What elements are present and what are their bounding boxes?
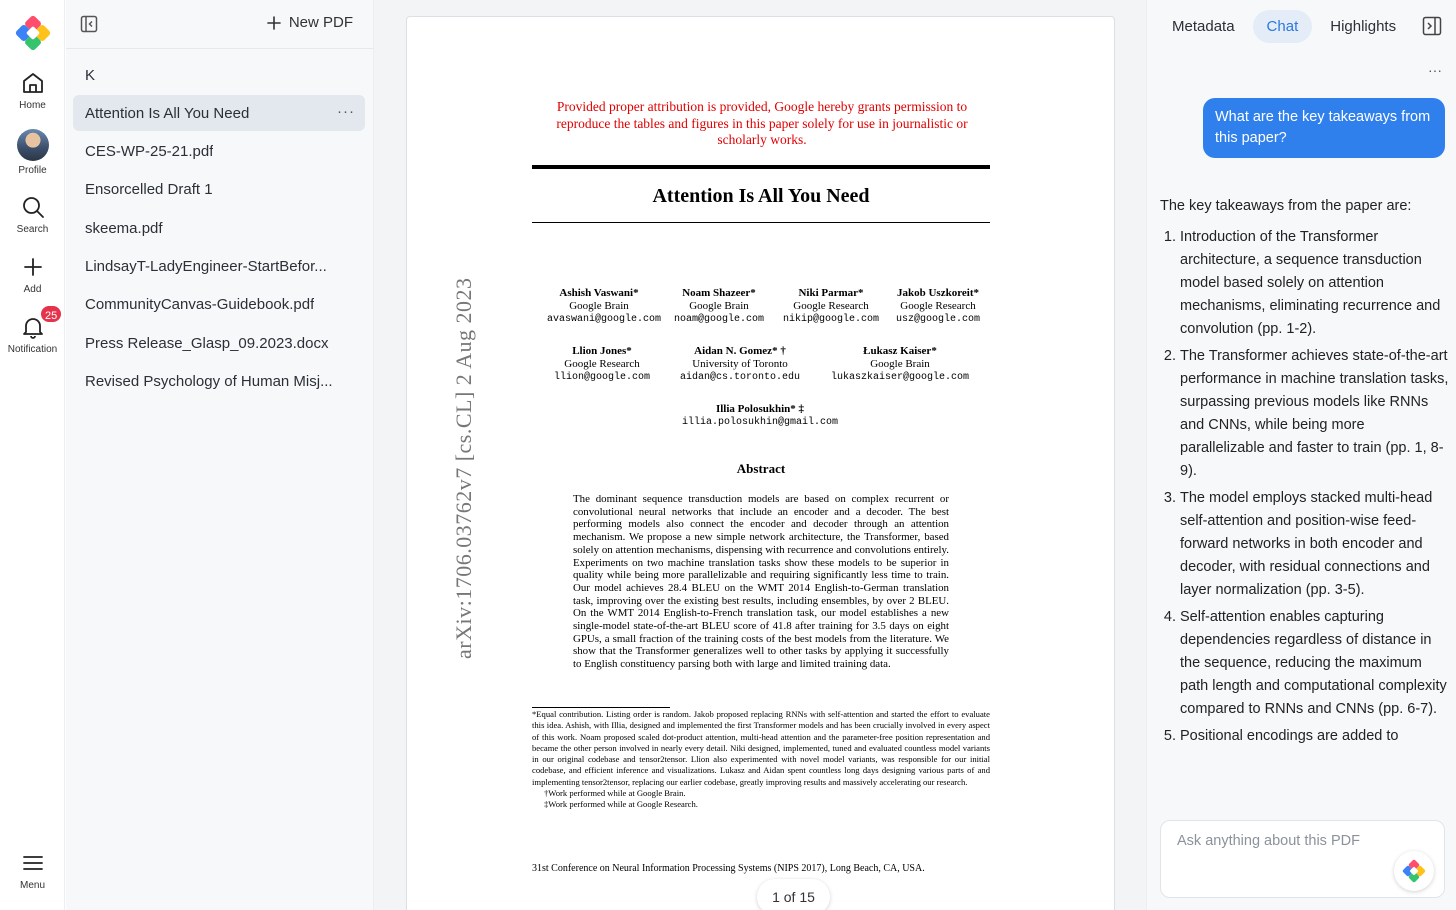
rail-menu-label: Menu: [19, 880, 45, 891]
author-email: noam@google.com: [673, 314, 764, 325]
new-pdf-button[interactable]: [267, 14, 353, 31]
answer-intro: The key takeaways from the paper are:: [1160, 198, 1412, 214]
author: [669, 287, 769, 326]
home-icon: [20, 70, 46, 96]
conference-note: 31st Conference on Neural Information Processing Systems (NIPS 2017), Long Beach, CA, USA.: [532, 863, 925, 874]
author-org: Google Brain: [569, 300, 629, 312]
permission-notice: Provided proper attribution is provided, Google hereby grants permission to reproduce the tables and figures in this paper solely for use in journalistic or scholarly works.: [556, 99, 968, 147]
app-logo[interactable]: [13, 13, 53, 53]
avatar: [17, 129, 49, 161]
file-item[interactable]: [73, 325, 365, 361]
file-panel-header: [66, 0, 373, 49]
author-name: Llion Jones*: [572, 345, 632, 357]
file-item[interactable]: [73, 172, 365, 208]
abstract-text: The dominant sequence transduction models are based on complex recurrent or convolutional neural networks that include an encoder and a decoder. The best performing models also connect the encoder and decoder through an attention mechanism. We propose a new simple network architecture, the Transformer, based solely on attention mechanisms, dispensing with recurrence and convolutions entirely. Experiments on two machine translation tasks show these models to be superior in quality while being more parallelizable and requiring significantly less time to train. Our model achieves 28.4 BLEU on the WMT 2014 English-to-German translation task, improving over the existing best results, including ensembles, by over 2 BLEU. On the WMT 2014 English-to-French translation task, our model establishes a new single-model state-of-the-art BLEU score of 41.8 after training for 3.5 days on eight GPUs, a small fraction of the training costs of the best models from the literature. We show that the Transformer generalizes well to other tasks by applying it successfully to English constituency parsing both with large and limited training data.: [573, 493, 949, 671]
send-button[interactable]: [1394, 851, 1434, 891]
rail-menu[interactable]: [0, 850, 65, 891]
pdf-page[interactable]: [406, 16, 1115, 910]
file-item-label: Press Release_Glasp_09.2023.docx: [85, 334, 329, 352]
author-org: Google Brain: [870, 358, 930, 370]
author: [547, 287, 662, 326]
footnotes: [532, 709, 990, 811]
file-item[interactable]: [73, 57, 365, 93]
author: [825, 345, 975, 384]
author-email: nikip@google.com: [782, 314, 879, 325]
rail-profile[interactable]: [0, 129, 65, 176]
rail-add-label: Add: [23, 284, 42, 295]
collapse-sidebar-icon[interactable]: [80, 15, 98, 33]
answer-item: 2. The Transformer achieves state-of-the-art performance in machine translation tasks, surpassing previous models like RNNs and CNNs, while being more parallelizable and faster to train (pp. 1, 8-9).: [1180, 345, 1450, 483]
file-item[interactable]: [73, 248, 365, 284]
rail-home[interactable]: [0, 70, 65, 111]
rail-search-label: Search: [16, 224, 49, 235]
tab-highlights[interactable]: Highlights: [1330, 17, 1397, 35]
file-item-label: CommunityCanvas-Guidebook.pdf: [85, 296, 315, 314]
file-item-label: Revised Psychology of Human Misj...: [85, 372, 333, 390]
author-name: Illia Polosukhin* ‡: [715, 403, 805, 415]
new-pdf-label: New PDF: [288, 14, 353, 31]
rail-profile-label: Profile: [18, 165, 47, 176]
plus-icon: [267, 16, 281, 30]
pdf-viewer[interactable]: [374, 0, 1146, 910]
author: [547, 345, 657, 384]
file-item[interactable]: [73, 134, 365, 170]
arxiv-stamp: arXiv:1706.03762v7 [cs.CL] 2 Aug 2023: [451, 277, 476, 659]
side-panel: [1146, 0, 1456, 910]
assistant-answer: [1160, 195, 1450, 815]
answer-item: 4. Self-attention enables capturing dependencies regardless of distance in the sequence, reducing the maximum path length and computational complexity compared to RNNs and CNNs (pp. 6-7).: [1180, 606, 1450, 721]
author: [777, 287, 885, 326]
hamburger-icon: [20, 850, 46, 876]
author-email: aidan@cs.toronto.edu: [679, 372, 801, 383]
answer-list: [1160, 226, 1450, 748]
author-email: illia.polosukhin@gmail.com: [681, 417, 839, 428]
author-name: Jakob Uszkoreit*: [897, 287, 979, 299]
file-item-label: K: [85, 66, 96, 84]
author: [677, 345, 803, 384]
nav-rail: [0, 0, 65, 910]
file-item-label: Ensorcelled Draft 1: [85, 181, 213, 199]
author-name: Aidan N. Gomez* †: [694, 345, 786, 357]
footnote-contribution: *Equal contribution. Listing order is random. Jakob proposed replacing RNNs with self-attention and started the effort to evaluate this idea. Ashish, with Illia, designed and implemented the first Transformer models and has been crucially involved in every aspect of this work. Noam proposed scaled dot-product attention, multi-head attention and the parameter-free position representation and became the other person involved in nearly every detail. Niki designed, implemented, tuned and evaluated countless model variants in our original codebase and tensor2tensor. Llion also experimented with novel model variants, was responsible for our initial codebase, and efficient inference and visualizations. Lukasz and Aidan spent countless long days designing various parts of and implementing tensor2tensor, replacing our earlier codebase, greatly improving results and massively accelerating our research.: [532, 709, 990, 787]
file-item[interactable]: [73, 363, 365, 399]
notification-badge: 25: [39, 304, 63, 324]
author-org: Google Research: [793, 300, 869, 312]
title-rule-top: [532, 165, 990, 169]
title-rule-bottom: [532, 222, 990, 223]
rail-notification-label: Notification: [7, 344, 58, 355]
rail-home-label: Home: [19, 100, 46, 111]
file-item-active[interactable]: [73, 95, 365, 131]
rail-add[interactable]: [0, 254, 65, 295]
footnote-research: ‡Work performed while at Google Research.: [544, 799, 698, 810]
author-org: Google Research: [564, 358, 640, 370]
file-list: [66, 49, 373, 399]
chat-more-icon[interactable]: ···: [1428, 62, 1442, 78]
ask-box[interactable]: [1160, 820, 1445, 898]
abstract-heading: Abstract: [736, 461, 786, 476]
more-options-icon[interactable]: ···: [337, 103, 355, 121]
tab-metadata[interactable]: Metadata: [1172, 17, 1235, 35]
author-org: University of Toronto: [692, 358, 788, 370]
file-item[interactable]: [73, 210, 365, 246]
author: [677, 403, 843, 429]
author-name: Ashish Vaswani*: [559, 287, 639, 299]
paper-title: Attention Is All You Need: [652, 185, 870, 207]
answer-fade: [1160, 791, 1450, 815]
author-name: Łukasz Kaiser*: [863, 345, 937, 357]
file-item-label: LindsayT-LadyEngineer-StartBefor...: [85, 257, 327, 275]
footnote-brain: †Work performed while at Google Brain.: [544, 788, 686, 799]
rail-notification[interactable]: [0, 310, 65, 355]
author: [889, 287, 987, 326]
answer-item: 1. Introduction of the Transformer architecture, a sequence transduction model based solely on attention mechanisms, eliminating recurrence and convolution (pp. 1-2).: [1180, 226, 1450, 341]
author-org: Google Brain: [689, 300, 749, 312]
side-tabs: [1147, 0, 1456, 52]
author-name: Noam Shazeer*: [682, 287, 756, 299]
file-item-label: skeema.pdf: [85, 219, 163, 237]
author-name: Niki Parmar*: [798, 287, 864, 299]
plus-icon: [20, 254, 46, 280]
ask-input[interactable]: [1177, 833, 1397, 849]
author-email: usz@google.com: [895, 314, 980, 325]
user-message: What are the key takeaways from this paper?: [1203, 98, 1445, 158]
author-org: Google Research: [900, 300, 976, 312]
file-panel: [66, 0, 374, 910]
tab-chat[interactable]: Chat: [1253, 10, 1313, 43]
file-item-label: Attention Is All You Need: [85, 104, 250, 122]
author-email: lukaszkaiser@google.com: [830, 372, 970, 383]
footnote-rule: [532, 707, 670, 708]
file-item[interactable]: [73, 287, 365, 323]
answer-item: 5. Positional encodings are added to: [1180, 725, 1450, 748]
collapse-panel-icon[interactable]: [1422, 16, 1442, 36]
answer-item: 3. The model employs stacked multi-head self-attention and position-wise feed-forward networks in both encoder and decoder, with residual connections and layer normalization (pp. 3-5).: [1180, 487, 1450, 602]
file-item-label: CES-WP-25-21.pdf: [85, 143, 214, 161]
app-logo-icon: [1401, 858, 1427, 884]
author-email: llion@google.com: [553, 372, 650, 383]
page-indicator[interactable]: 1 of 15: [757, 879, 830, 910]
search-icon: [20, 194, 46, 220]
rail-search[interactable]: [0, 194, 65, 235]
author-email: avaswani@google.com: [547, 314, 662, 325]
